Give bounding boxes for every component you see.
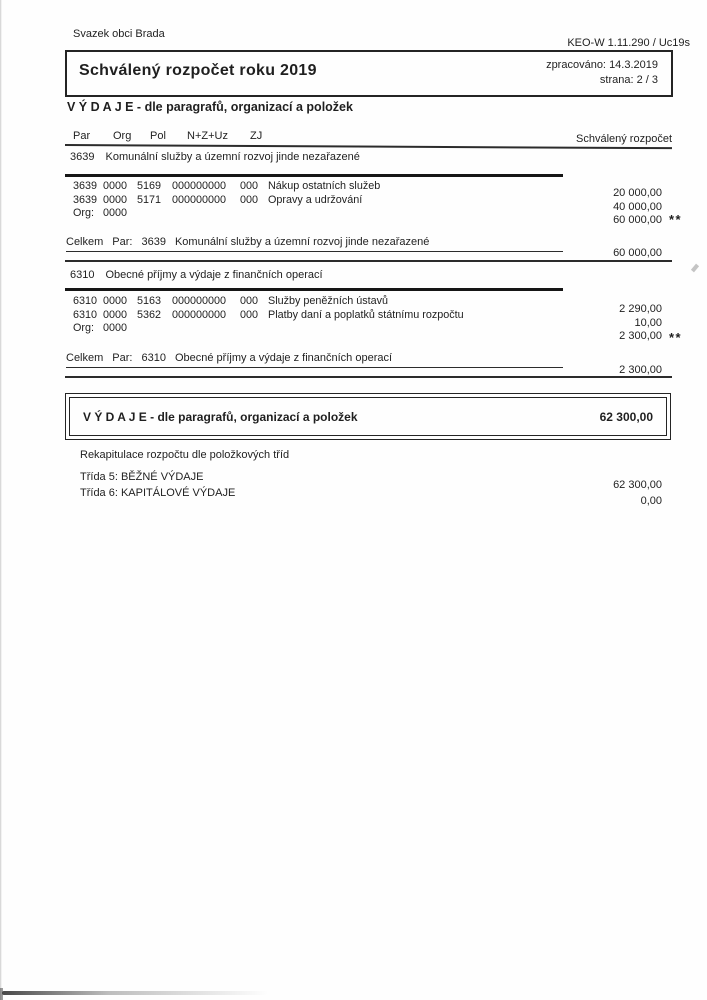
cell-pol: 5171	[137, 193, 162, 206]
celkem-par: 3639	[141, 236, 166, 248]
celkem-amount: 2 300,00	[619, 364, 662, 376]
celkem-par-label: Par:	[112, 236, 133, 248]
cell-par: 6310	[73, 295, 98, 307]
amount-column	[532, 303, 662, 344]
scan-speck-artifact	[691, 264, 699, 273]
org-label: Org:	[73, 322, 94, 334]
scan-corner-artifact	[0, 988, 3, 1000]
celkem-par-label: Par:	[112, 352, 133, 364]
expenses-total-amount: 62 300,00	[599, 409, 653, 424]
celkem-row	[66, 352, 563, 368]
row-amount: 20 000,00	[613, 187, 662, 199]
cell-pol: 5163	[137, 295, 162, 307]
document-title: Schválený rozpočet roku 2019	[79, 62, 317, 79]
cell-nzuz: 000000000	[172, 180, 227, 192]
cell-nzuz: 000000000	[172, 295, 227, 307]
cell-zj: 000	[240, 308, 259, 321]
recap-class5-amount: 62 300,00	[613, 479, 662, 491]
celkem-text	[66, 236, 563, 252]
celkem-label: Celkem	[66, 236, 104, 248]
section-header-3639	[70, 151, 360, 163]
org-label: Org:	[73, 207, 94, 219]
recap-class6-amount: 0,00	[640, 494, 662, 507]
cell-description: Služby peněžních ústavů	[268, 295, 389, 307]
budget-row	[73, 309, 464, 323]
section-par: 3639	[70, 151, 95, 163]
org-value: 0000	[103, 322, 128, 334]
recap-heading: Rekapitulace rozpočtu dle položkových tříd	[80, 449, 290, 461]
processed-label: zpracováno:	[546, 59, 606, 71]
org-value: 0000	[103, 207, 128, 219]
expenses-heading: V Ý D A J E - dle paragrafů, organizací a položek	[67, 100, 353, 114]
cell-nzuz: 000000000	[172, 308, 227, 321]
row-amount: 2 290,00	[619, 303, 662, 315]
expenses-total-box	[65, 393, 671, 440]
cell-org: 0000	[103, 180, 128, 192]
scan-edge-artifact	[0, 0, 2, 1000]
cell-zj: 000	[240, 295, 259, 307]
expenses-total-inner	[69, 397, 667, 436]
section-header-6310	[70, 269, 323, 281]
org-subtotal: 2 300,00	[619, 330, 662, 342]
col-zj: ZJ	[250, 130, 263, 142]
processed-line	[546, 58, 658, 73]
page-label: strana:	[599, 74, 634, 86]
cell-zj: 000	[240, 193, 259, 206]
celkem-text	[66, 352, 563, 368]
recap-class6-label: Třída 6: KAPITÁLOVÉ VÝDAJE	[80, 486, 236, 499]
processed-date: 14.3.2019	[609, 59, 658, 71]
cell-description: Nákup ostatních služeb	[268, 180, 381, 192]
recap-amounts	[542, 478, 662, 509]
section-par: 6310	[70, 269, 95, 281]
expenses-total-label: V Ý D A J E - dle paragrafů, organizací a položek	[83, 409, 358, 424]
cell-par: 3639	[73, 180, 98, 192]
celkem-par: 6310	[141, 352, 166, 364]
celkem-row	[66, 236, 563, 252]
cell-org: 0000	[103, 193, 128, 206]
recap-labels	[80, 470, 235, 501]
subtotal-marker: **	[669, 330, 683, 345]
page-line	[546, 73, 658, 88]
section-rule	[65, 288, 563, 291]
recap-class5-label: Třída 5: BĚŽNÉ VÝDAJE	[80, 471, 204, 483]
row-amount: 40 000,00	[613, 200, 662, 213]
column-header-row	[73, 130, 533, 142]
cell-pol: 5362	[137, 308, 162, 321]
title-box	[65, 50, 673, 97]
row-amount: 10,00	[634, 316, 662, 329]
section-bottom-rule	[65, 376, 672, 378]
cell-org: 0000	[103, 308, 128, 321]
page-number: 2 / 3	[636, 74, 658, 86]
col-pol: Pol	[150, 130, 166, 142]
amount-column-header: Schválený rozpočet	[576, 133, 672, 145]
org-row	[73, 322, 464, 336]
cell-org: 0000	[103, 295, 128, 307]
organization-name: Svazek obci Brada	[73, 28, 165, 40]
org-subtotal: 60 000,00	[613, 214, 662, 226]
cell-nzuz: 000000000	[172, 193, 227, 206]
cell-zj: 000	[240, 180, 259, 192]
celkem-amount: 60 000,00	[613, 247, 662, 259]
section-name: Obecné příjmy a výdaje z finančních operací	[105, 269, 323, 281]
budget-row	[73, 180, 380, 194]
detail-rows	[73, 295, 464, 336]
celkem-label: Celkem	[66, 352, 104, 364]
col-org: Org	[113, 130, 132, 142]
col-par: Par	[73, 130, 91, 142]
cell-description: Platby daní a poplatků státnímu rozpočtu	[268, 308, 464, 321]
budget-row	[73, 194, 380, 208]
celkem-name: Obecné příjmy a výdaje z finančních operací	[174, 352, 393, 364]
cell-pol: 5169	[137, 180, 162, 192]
scan-smudge-artifact	[2, 991, 268, 995]
document-meta	[546, 58, 658, 88]
amount-column	[532, 187, 662, 228]
section-name: Komunální služby a územní rozvoj jinde nezařazené	[105, 151, 360, 163]
cell-description: Opravy a udržování	[268, 193, 363, 206]
section-rule	[65, 174, 563, 177]
section-bottom-rule	[65, 260, 672, 262]
celkem-name: Komunální služby a územní rozvoj jinde nezařazené	[174, 236, 430, 248]
detail-rows	[73, 180, 380, 221]
cell-par: 3639	[73, 193, 98, 206]
org-row	[73, 207, 380, 221]
subtotal-marker: **	[669, 212, 683, 227]
budget-row	[73, 295, 464, 309]
software-version: KEO-W 1.11.290 / Uc19s	[567, 37, 690, 49]
cell-par: 6310	[73, 308, 98, 321]
col-nzuz: N+Z+Uz	[187, 130, 228, 142]
